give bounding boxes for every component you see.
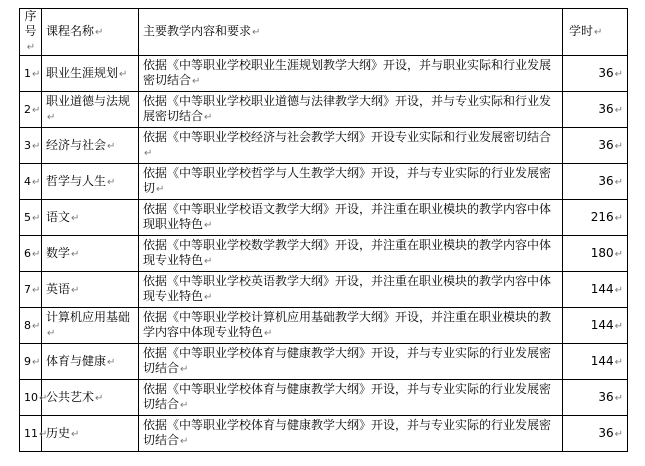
paragraph-mark-icon: ↵ [32,284,41,296]
paragraph-mark-icon: ↵ [252,27,261,38]
paragraph-mark-icon: ↵ [47,112,56,123]
course-content-text: 依据《中等职业学校体育与健康教学大纲》开设，并与专业实际的行业发展密切结合 [143,382,552,411]
table-row [20,308,628,344]
paragraph-mark-icon: ↵ [39,392,48,404]
paragraph-mark-icon: ↵ [614,320,623,332]
paragraph-mark-icon: ↵ [32,176,41,188]
course-hours [563,200,628,236]
table-row [20,380,628,416]
row-number [20,272,42,308]
paragraph-mark-icon: ↵ [119,68,128,80]
paragraph-mark-icon: ↵ [32,356,41,368]
row-number-text: 3 [24,138,31,152]
course-hours [563,380,628,416]
paragraph-mark-icon: ↵ [71,212,80,224]
paragraph-mark-icon: ↵ [47,328,56,339]
paragraph-mark-icon: ↵ [180,400,189,411]
course-hours-text: 36 [598,425,614,440]
paragraph-mark-icon: ↵ [614,248,623,260]
paragraph-mark-icon: ↵ [107,176,116,188]
row-number-text: 6 [24,246,31,260]
course-hours [563,56,628,92]
paragraph-mark-icon: ↵ [180,364,189,375]
table-row [20,56,628,92]
course-hours [563,164,628,200]
paragraph-mark-icon: ↵ [614,104,623,116]
course-name-text: 英语 [46,281,71,296]
course-content-text: 依据《中等职业学校职业道德与法律教学大纲》开设，并与专业实际和行业发展密切结合 [143,94,552,123]
course-hours-text: 180 [590,245,614,260]
course-name-text: 经济与社会 [46,137,107,152]
row-number-text: 9 [24,354,31,368]
course-content-text: 依据《中等职业学校计算机应用基础教学大纲》开设，并注重在职业模块的教学内容中体现专业特色 [143,310,552,339]
course-content [139,236,563,272]
course-name-text: 计算机应用基础 [46,310,131,324]
paragraph-mark-icon: ↵ [95,27,104,38]
course-content [139,56,563,92]
course-hours-text: 144 [590,281,614,296]
course-name-text: 历史 [46,425,71,440]
header-hours: 学时↵ [563,9,628,56]
course-name [42,92,139,128]
paragraph-mark-icon: ↵ [204,256,213,267]
paragraph-mark-icon: ↵ [614,284,623,296]
course-hours-text: 144 [590,353,614,368]
course-name [42,344,139,380]
paragraph-mark-icon: ↵ [614,140,623,152]
row-number [20,56,42,92]
table-header-row [20,9,628,56]
course-content-text: 依据《中等职业学校数学教学大纲》开设，并注重在职业模块的教学内容中体现专业特色 [143,238,552,267]
paragraph-mark-icon: ↵ [156,184,165,195]
course-name-text: 数学 [46,245,71,260]
course-content [139,164,563,200]
paragraph-mark-icon: ↵ [204,292,213,303]
row-number-text: 11 [24,426,38,440]
table-row [20,92,628,128]
row-number-text: 10 [24,390,38,404]
row-number [20,308,42,344]
course-hours [563,128,628,164]
course-hours [563,272,628,308]
paragraph-mark-icon: ↵ [204,220,213,231]
paragraph-mark-icon: ↵ [614,68,623,80]
course-name-text: 哲学与人生 [46,173,107,188]
row-number-text: 7 [24,282,31,296]
table-row [20,164,628,200]
course-content-text: 依据《中等职业学校体育与健康教学大纲》开设，并与专业实际的行业发展密切结合 [143,418,552,447]
row-number-text: 5 [24,210,31,224]
paragraph-mark-icon: ↵ [26,42,36,53]
paragraph-mark-icon: ↵ [144,148,153,159]
header-no: 序号↵ [20,9,42,56]
course-hours-text: 36 [598,173,614,188]
course-content [139,416,563,452]
course-content [139,92,563,128]
row-number [20,164,42,200]
course-name [42,200,139,236]
course-name [42,128,139,164]
paragraph-mark-icon: ↵ [180,436,189,447]
course-content-text: 依据《中等职业学校经济与社会教学大纲》开设专业实际和行业发展密切结合 [143,130,552,144]
course-name [42,164,139,200]
row-number [20,380,48,416]
course-hours-text: 36 [598,101,614,116]
course-name [42,416,139,452]
row-number [20,344,42,380]
row-number-text: 8 [24,318,31,332]
row-number [20,200,42,236]
row-number [20,128,42,164]
paragraph-mark-icon: ↵ [71,248,80,260]
paragraph-mark-icon: ↵ [614,392,623,404]
paragraph-mark-icon: ↵ [107,356,116,368]
paragraph-mark-icon: ↵ [32,248,41,260]
table-row [20,236,628,272]
course-content [139,128,563,164]
paragraph-mark-icon: ↵ [614,356,623,368]
course-content [139,200,563,236]
course-name [42,236,139,272]
course-hours-text: 36 [598,65,614,80]
table-row [20,128,628,164]
table-row [20,416,628,452]
paragraph-mark-icon: ↵ [32,68,41,80]
paragraph-mark-icon: ↵ [204,112,213,123]
row-number-text: 4 [24,174,31,188]
course-name-text: 语文 [46,209,71,224]
course-name-text: 公共艺术 [46,389,95,404]
course-content-text: 依据《中等职业学校哲学与人生教学大纲》开设，并与专业实际的行业发展密切 [143,166,552,195]
course-content [139,380,563,416]
course-hours [563,416,628,452]
paragraph-mark-icon: ↵ [71,284,80,296]
course-name [42,380,139,416]
course-hours-text: 144 [590,317,614,332]
course-content-text: 依据《中等职业学校职业生涯规划教学大纲》开设，并与职业实际和行业发展密切结合 [143,58,552,87]
paragraph-mark-icon: ↵ [95,392,104,404]
table-row [20,200,628,236]
paragraph-mark-icon: ↵ [614,212,623,224]
course-hours [563,236,628,272]
header-content: 主要教学内容和要求↵ [139,9,563,56]
row-number [20,416,48,452]
row-number [20,92,42,128]
paragraph-mark-icon: ↵ [614,428,623,440]
row-number-text: 2 [24,102,31,116]
course-hours-text: 36 [598,389,614,404]
paragraph-mark-icon: ↵ [71,428,80,440]
course-name-text: 职业生涯规划 [46,65,119,80]
course-name [42,308,139,344]
paragraph-mark-icon: ↵ [39,428,48,440]
paragraph-mark-icon: ↵ [32,212,41,224]
course-hours [563,308,628,344]
row-number-text: 1 [24,66,31,80]
paragraph-mark-icon: ↵ [614,176,623,188]
row-number [20,236,42,272]
paragraph-mark-icon: ↵ [264,328,273,339]
course-content [139,272,563,308]
course-content-text: 依据《中等职业学校语文教学大纲》开设，并注重在职业模块的教学内容中体现职业特色 [143,202,552,231]
course-hours-text: 36 [598,137,614,152]
course-name [42,272,139,308]
paragraph-mark-icon: ↵ [192,76,201,87]
course-hours-text: 216 [590,209,614,224]
course-content-text: 依据《中等职业学校体育与健康教学大纲》开设，并与专业实际的行业发展密切结合 [143,346,552,375]
table-row [20,344,628,380]
header-name: 课程名称↵ [42,9,139,56]
table-row [20,272,628,308]
course-name-text: 体育与健康 [46,353,107,368]
course-hours [563,92,628,128]
paragraph-mark-icon: ↵ [107,140,116,152]
course-content-text: 依据《中等职业学校英语教学大纲》开设，并注重在职业模块的教学内容中体现专业特色 [143,274,552,303]
course-name-text: 职业道德与法规 [46,94,131,108]
course-hours [563,344,628,380]
course-table [19,8,628,452]
course-content [139,344,563,380]
course-name [42,56,139,92]
paragraph-mark-icon: ↵ [594,27,603,38]
paragraph-mark-icon: ↵ [32,320,41,332]
paragraph-mark-icon: ↵ [32,104,41,116]
paragraph-mark-icon: ↵ [32,140,41,152]
course-content [139,308,563,344]
